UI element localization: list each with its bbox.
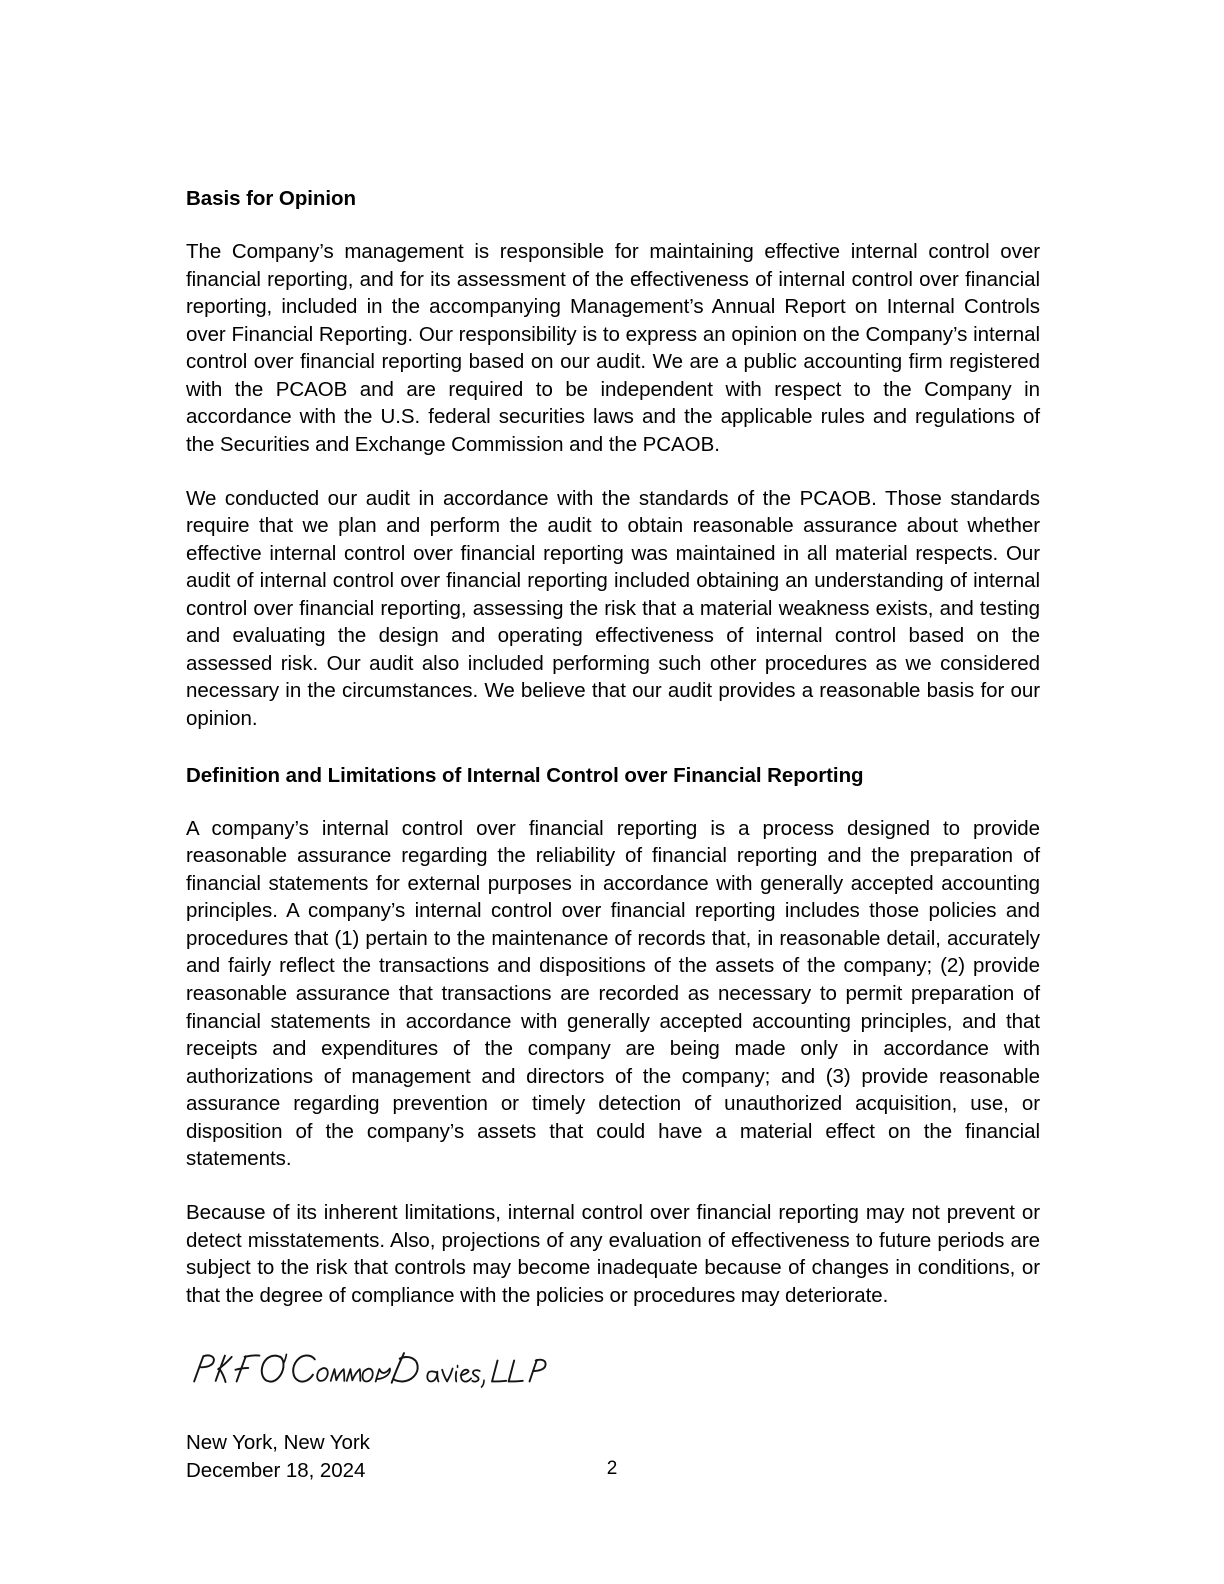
auditor-signature [186,1347,1040,1419]
paragraph-definition-and-limitations-2: Because of its inherent limitations, internal control over financial reporting may not prevent or detect misstatements. Also, projections of any evaluation of effectiveness to future periods are subject to the risk that controls may become inadequate because of changes in conditions, or that the degree of compliance with the policies or procedures may deteriorate. [186,1200,1040,1307]
paragraph-definition-and-limitations-1: A company’s internal control over financial reporting is a process designed to provide reasonable assurance regarding the reliability of financial reporting and the preparation of financial statements for external purposes in accordance with generally accepted accounting principles. A company’s internal control over financial reporting includes those policies and procedures that (1) pertain to the maintenance of records that, in reasonable detail, accurately and fairly reflect the transactions and dispositions of the assets of the company; (2) provide reasonable assurance that transactions are recorded as necessary to permit preparation of financial statements in accordance with generally accepted accounting principles, and that receipts and expenditures of the company are being made only in accordance with authorizations of management and directors of the company; and (3) provide reasonable assurance regarding prevention or timely detection of unauthorized acquisition, use, or disposition of the company’s assets that could have a material effect on the financial statements. [186,816,1040,1171]
auditor-signature-mark [186,1347,558,1395]
signoff-location: New York, New York [186,1431,370,1455]
paragraph-basis-for-opinion-2: We conducted our audit in accordance with the standards of the PCAOB. Those standards require that we plan and perform the audit to obtain reasonable assurance about whether effective internal control over financial reporting was maintained in all material respects. Our audit of internal control over financial reporting included obtaining an understanding of internal control over financial reporting, assessing the risk that a material weakness exists, and testing and evaluating the design and operating effectiveness of internal control based on the assessed risk. Our audit also included performing such other procedures as we considered necessary in the circumstances. We believe that our audit provides a reasonable basis for our opinion. [186,486,1040,731]
signoff-date: December 18, 2024 [186,1458,366,1482]
spacer [186,733,1040,762]
heading-basis-for-opinion: Basis for Opinion [186,187,356,210]
spacer [186,789,1040,815]
heading-definition-and-limitations: Definition and Limitations of Internal Control over Financial Reporting [186,763,864,787]
spacer [186,212,1040,238]
page-number: 2 [606,1458,618,1479]
spacer [186,1173,1040,1199]
spacer [186,459,1040,485]
document-body [186,185,1040,1485]
paragraph-basis-for-opinion-1: The Company’s management is responsible for maintaining effective internal control over financial reporting, and for its assessment of the effectiveness of internal control over financial reporting, included in the accompanying Management’s Annual Report on Internal Controls over Financial Reporting. Our responsibility is to express an opinion on the Company’s internal control over financial reporting based on our audit. We are a public accounting firm registered with the PCAOB and are required to be independent with respect to the Company in accordance with the U.S. federal securities laws and the applicable rules and regulations of the Securities and Exchange Commission and the PCAOB. [186,240,1040,456]
